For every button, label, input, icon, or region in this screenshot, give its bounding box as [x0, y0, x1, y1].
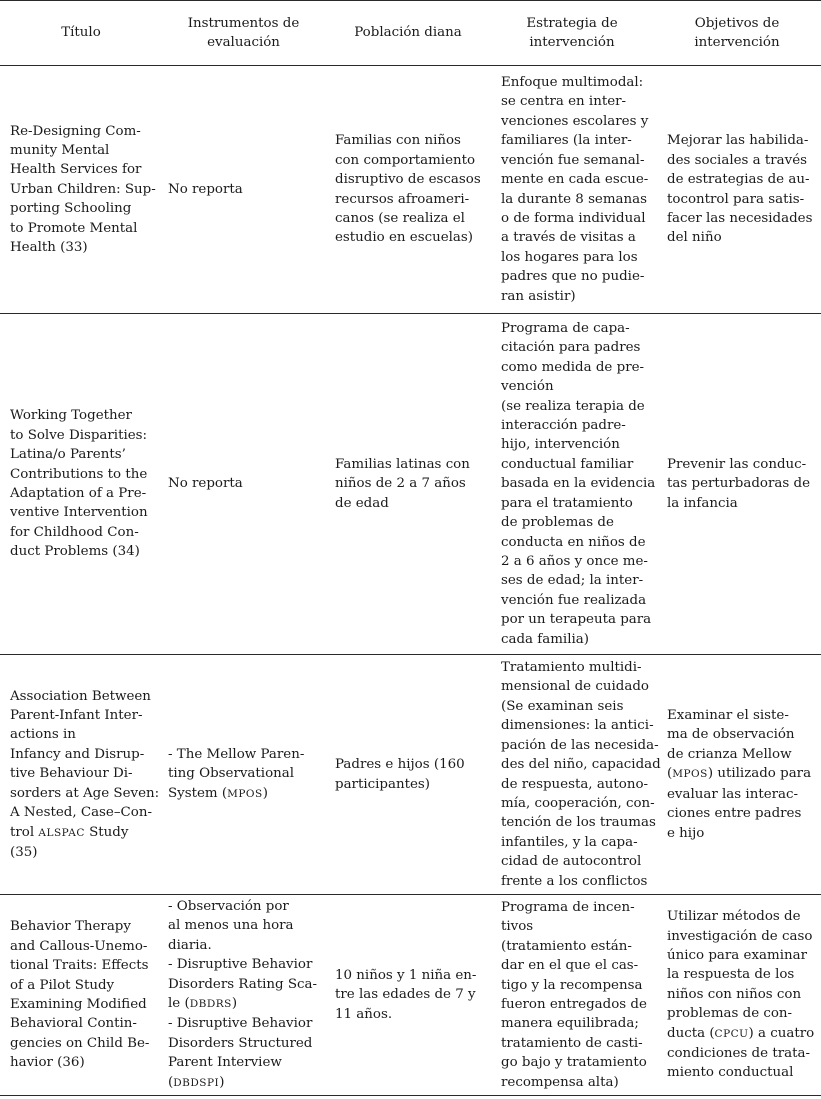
- cell-line: duct Problems (34): [10, 544, 140, 560]
- cell-line: dimensiones: la antici-: [501, 718, 654, 734]
- cell-line: manera equilibrada;: [501, 1016, 639, 1032]
- cell-line: Padres e hijos (160: [335, 757, 465, 773]
- cell-objetivos: [653, 655, 821, 895]
- cell-instrumentos: [162, 314, 325, 655]
- cell-instrumentos: [162, 895, 325, 1096]
- cell-line: A Nested, Case–Con-: [10, 805, 153, 821]
- cell-line: actions in: [10, 727, 76, 743]
- cell-instrumentos: [162, 66, 325, 314]
- cell-line: to Solve Disparities:: [10, 427, 148, 443]
- cell-line: vención: [501, 379, 554, 395]
- cell-line: con comportamiento: [335, 152, 476, 168]
- cell-line: tivos: [501, 919, 534, 935]
- cell-line: to Promote Mental: [10, 220, 138, 236]
- cell-titulo: [0, 66, 162, 314]
- cell-line: infantiles, y la capa-: [501, 834, 638, 850]
- cell-line: Health Services for: [10, 162, 142, 178]
- cell-titulo: [0, 314, 162, 655]
- cell-line: havior (36): [10, 1055, 85, 1071]
- cell-line: tratamiento de casti-: [501, 1035, 643, 1051]
- cell-line: conducta en niños de: [501, 534, 646, 550]
- cell-line: and Callous-Unemo-: [10, 938, 148, 954]
- cell-line: la durante 8 semanas: [501, 191, 648, 207]
- cell-line: tocontrol para satis-: [667, 191, 805, 207]
- table-row: [0, 655, 821, 895]
- cell-line: de crianza Mellow: [667, 746, 792, 762]
- cell-line: recursos afroameri-: [335, 191, 470, 207]
- cell-line: Adaptation of a Pre-: [10, 486, 147, 501]
- cell-line: Disorders Structured: [168, 1035, 313, 1051]
- cell-line: facer las necesidades: [667, 210, 813, 226]
- cell-line: - Disruptive Behavior: [168, 1016, 313, 1032]
- cell-line: investigación de caso: [667, 928, 813, 944]
- cell-line: niños con niños con: [667, 986, 802, 1002]
- cell-line: tigo y la recompensa: [501, 977, 643, 993]
- cell-line: como medida de pre-: [501, 359, 645, 375]
- cell-line: munity Mental: [10, 142, 110, 158]
- cell-line: Programa de incen-: [501, 900, 635, 915]
- cell-line: ducta (CPCU) a cuatro: [667, 1025, 815, 1041]
- cell-line: del niño: [667, 230, 722, 246]
- cell-line: al menos una hora: [168, 918, 294, 934]
- cell-line: hijo, intervención: [501, 437, 620, 453]
- cell-line: de estrategias de au-: [667, 172, 810, 188]
- cell-line: los hogares para los: [501, 249, 638, 265]
- cell-line: Parent Interview: [168, 1055, 282, 1071]
- cell-line: (DBDSPI): [168, 1074, 225, 1090]
- cell-line: canos (se realiza el: [335, 210, 465, 226]
- header-titulo: Título: [0, 1, 162, 66]
- cell-line: ma de observación: [667, 727, 795, 743]
- cell-line: Tratamiento multidi-: [501, 660, 642, 676]
- cell-line: a través de visitas a: [501, 230, 636, 246]
- cell-line: para el tratamiento: [501, 495, 633, 511]
- cell-line: fueron entregados de: [501, 997, 647, 1013]
- cell-line: of a Pilot Study: [10, 977, 115, 993]
- cell-line: Contributions to the: [10, 466, 148, 482]
- cell-line: frente a los conflictos: [501, 873, 648, 889]
- cell-line: Latina/o Parents’: [10, 447, 126, 463]
- cell-line: o de forma individual: [501, 210, 646, 226]
- cell-line: cidad de autocontrol: [501, 854, 642, 870]
- table-header: [0, 1, 821, 66]
- cell-line: venciones escolares y: [501, 113, 649, 129]
- cell-line: ciones entre padres: [667, 806, 802, 822]
- cell-line: gencies on Child Be-: [10, 1035, 150, 1051]
- cell-objetivos: [653, 895, 821, 1096]
- cell-line: Examinar el siste-: [667, 708, 789, 724]
- cell-line: la infancia: [667, 495, 738, 511]
- cell-line: Mejorar las habilida-: [667, 133, 809, 149]
- cell-line: disruptivo de escasos: [335, 172, 481, 188]
- cell-line: No reporta: [168, 476, 243, 492]
- cell-line: sorders at Age Seven:: [10, 785, 160, 801]
- cell-line: Working Together: [10, 408, 132, 424]
- cell-line: Infancy and Disrup-: [10, 746, 145, 762]
- cell-line: recompensa alta): [501, 1074, 619, 1090]
- cell-line: (Se examinan seis: [501, 698, 624, 714]
- cell-line: porting Schooling: [10, 201, 132, 217]
- cell-line: Familias latinas con: [335, 456, 470, 472]
- header-estrategia: Estrategia de intervención: [491, 1, 653, 66]
- cell-line: - Observación por: [168, 899, 289, 914]
- cell-line: dar en el que el cas-: [501, 958, 639, 974]
- cell-estrategia: [491, 895, 653, 1096]
- cell-line: (MPOS) utilizado para: [667, 766, 812, 782]
- cell-line: ventive Intervention: [10, 505, 148, 521]
- cell-line: e hijo: [667, 825, 705, 841]
- header-poblacion: Población diana: [325, 1, 491, 66]
- cell-line: Parent-Infant Inter-: [10, 708, 143, 724]
- cell-line: (35): [10, 844, 38, 860]
- header-instrumentos: Instrumentos de evaluación: [162, 1, 325, 66]
- cell-poblacion: [325, 314, 491, 655]
- cell-objetivos: [653, 66, 821, 314]
- cell-line: diaria.: [168, 937, 212, 953]
- cell-line: (tratamiento están-: [501, 938, 632, 954]
- cell-line: tive Behaviour Di-: [10, 766, 133, 782]
- cell-estrategia: [491, 66, 653, 314]
- cell-line: Familias con niños: [335, 133, 461, 149]
- cell-line: 11 años.: [335, 1006, 393, 1022]
- cell-line: de problemas de: [501, 515, 614, 531]
- cell-line: Programa de capa-: [501, 321, 630, 337]
- cell-line: Re-Designing Com-: [10, 123, 141, 139]
- cell-line: - The Mellow Paren-: [168, 746, 305, 762]
- cell-line: vención fue realizada: [501, 592, 647, 608]
- cell-line: tre las edades de 7 y: [335, 987, 476, 1003]
- cell-line: - Disruptive Behavior: [168, 957, 313, 973]
- table-body: [0, 66, 821, 1096]
- cell-line: ting Observational: [168, 766, 295, 782]
- cell-line: Behavioral Contin-: [10, 1016, 137, 1032]
- cell-line: mensional de cuidado: [501, 679, 649, 695]
- cell-poblacion: [325, 655, 491, 895]
- cell-line: le (DBDRS): [168, 996, 238, 1012]
- cell-line: for Childhood Con-: [10, 524, 139, 540]
- cell-line: problemas de con-: [667, 1006, 793, 1022]
- cell-line: por un terapeuta para: [501, 612, 652, 628]
- cell-line: mía, cooperación, con-: [501, 795, 655, 811]
- cell-line: System (MPOS): [168, 785, 268, 801]
- cell-line: Health (33): [10, 240, 88, 256]
- cell-line: tas perturbadoras de: [667, 476, 810, 492]
- cell-line: Association Between: [10, 688, 151, 704]
- cell-line: (se realiza terapia de: [501, 398, 645, 414]
- cell-line: se centra en inter-: [501, 94, 627, 110]
- cell-line: citación para padres: [501, 340, 641, 356]
- cell-line: único para examinar: [667, 948, 807, 964]
- cell-line: trol ALSPAC Study: [10, 824, 129, 840]
- cell-line: Behavior Therapy: [10, 919, 131, 935]
- table-row: [0, 66, 821, 314]
- cell-line: familiares (la inter-: [501, 133, 632, 149]
- cell-instrumentos: [162, 655, 325, 895]
- cell-line: go bajo y tratamiento: [501, 1055, 647, 1071]
- cell-line: mente en cada escue-: [501, 172, 649, 188]
- cell-line: evaluar las interac-: [667, 786, 799, 802]
- cell-line: Prevenir las conduc-: [667, 456, 807, 472]
- cell-line: 2 a 6 años y once me-: [501, 553, 648, 569]
- table-row: [0, 314, 821, 655]
- cell-estrategia: [491, 314, 656, 655]
- cell-estrategia: [491, 655, 661, 895]
- cell-line: niños de 2 a 7 años: [335, 476, 466, 492]
- cell-line: ses de edad; la inter-: [501, 573, 644, 589]
- cell-line: cada familia): [501, 631, 589, 647]
- cell-line: basada en la evidencia: [501, 476, 656, 492]
- cell-line: miento conductual: [667, 1065, 794, 1081]
- cell-objetivos: [653, 314, 821, 655]
- cell-line: tención de los traumas: [501, 815, 656, 831]
- cell-line: padres que no pudie-: [501, 269, 645, 285]
- cell-line: No reporta: [168, 181, 243, 197]
- cell-line: de respuesta, autono-: [501, 776, 649, 792]
- table-row: [0, 895, 821, 1096]
- cell-line: vención fue semanal-: [501, 152, 645, 168]
- cell-line: de edad: [335, 495, 389, 511]
- header-row: [0, 1, 821, 66]
- cell-titulo: [0, 895, 162, 1096]
- cell-poblacion: [325, 895, 491, 1096]
- cell-line: estudio en escuelas): [335, 230, 473, 246]
- cell-line: interacción padre-: [501, 418, 626, 434]
- cell-line: pación de las necesida-: [501, 737, 659, 753]
- cell-line: Disorders Rating Sca-: [168, 976, 318, 992]
- cell-line: conductual familiar: [501, 456, 634, 472]
- cell-poblacion: [325, 66, 491, 314]
- cell-titulo: [0, 655, 162, 895]
- cell-line: Enfoque multimodal:: [501, 75, 644, 91]
- cell-line: participantes): [335, 776, 430, 792]
- cell-line: condiciones de trata-: [667, 1046, 810, 1062]
- cell-line: des sociales a través: [667, 152, 808, 168]
- cell-line: Examining Modified: [10, 997, 147, 1013]
- cell-line: tional Traits: Effects: [10, 958, 149, 974]
- cell-line: 10 niños y 1 niña en-: [335, 967, 477, 983]
- cell-line: Urban Children: Sup-: [10, 181, 156, 197]
- cell-line: ran asistir): [501, 288, 576, 304]
- header-objetivos: Objetivos de intervención: [653, 1, 821, 66]
- cell-line: Utilizar métodos de: [667, 909, 801, 925]
- cell-line: des del niño, capacidad: [501, 757, 661, 773]
- cell-line: la respuesta de los: [667, 967, 795, 983]
